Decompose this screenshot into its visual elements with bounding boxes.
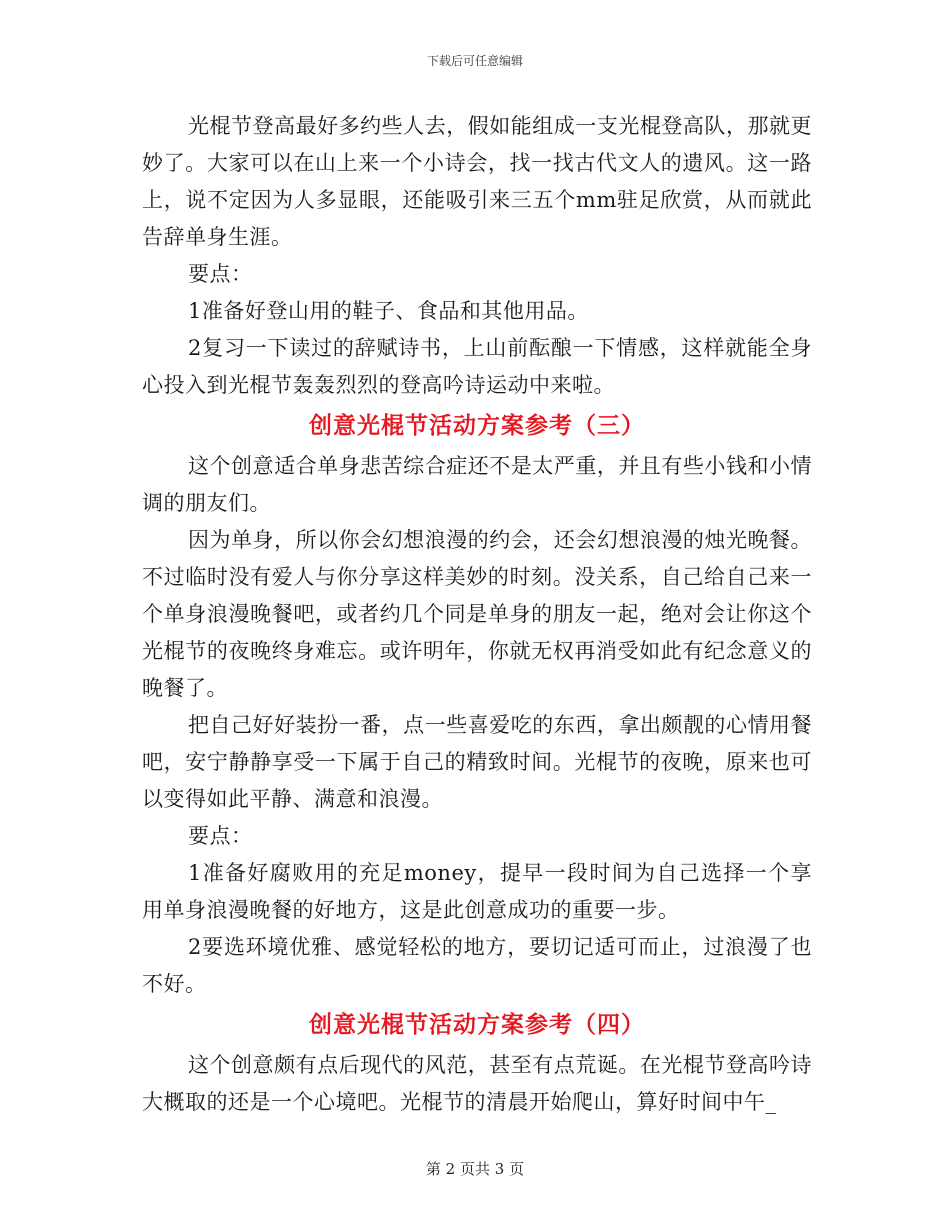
key-point-item: 1准备好腐败用的充足money，提早一段时间为自己选择一个享用单身浪漫晚餐的好地方，这是此创意成功的重要一步。 xyxy=(142,861,812,922)
page-header: 下载后可任意编辑 xyxy=(426,54,523,68)
page-content xyxy=(142,108,812,1121)
section-heading-4: 创意光棍节活动方案参考（四） xyxy=(309,1012,645,1038)
key-points-label: 要点： xyxy=(188,824,253,848)
body-paragraph: 把自己好好装扮一番，点一些喜爱吃的东西，拿出颇靓的心情用餐吧，安宁静静享受一下属于自己的精致时间。光棍节的夜晚，原来也可以变得如此平静、满意和浪漫。 xyxy=(142,713,812,811)
key-point-item: 2要选环境优雅、感觉轻松的地方，要切记适可而止，过浪漫了也不好。 xyxy=(142,935,812,996)
page-footer: 第 2 页共 3 页 xyxy=(425,1160,525,1178)
body-paragraph: 这个创意适合单身悲苦综合症还不是太严重，并且有些小钱和小情调的朋友们。 xyxy=(142,454,812,515)
key-points-label: 要点： xyxy=(188,262,253,286)
body-paragraph: 这个创意颇有点后现代的风范，甚至有点荒诞。在光棍节登高吟诗大概取的还是一个心境吧。光棍节的清晨开始爬山，算好时间中午_ xyxy=(142,1053,812,1114)
body-paragraph: 光棍节登高最好多约些人去，假如能组成一支光棍登高队，那就更妙了。大家可以在山上来一个小诗会，找一找古代文人的遗风。这一路上，说不定因为人多显眼，还能吸引来三五个mm驻足欣赏，从而就此告辞单身生涯。 xyxy=(142,114,812,249)
key-point-item: 1准备好登山用的鞋子、食品和其他用品。 xyxy=(188,299,589,323)
body-paragraph: 因为单身，所以你会幻想浪漫的约会，还会幻想浪漫的烛光晚餐。不过临时没有爱人与你分享这样美妙的时刻。没关系，自己给自己来一个单身浪漫晚餐吧，或者约几个同是单身的朋友一起，绝对会让你这个光棍节的夜晚终身难忘。或许明年，你就无权再消受如此有纪念意义的晚餐了。 xyxy=(142,528,812,700)
key-point-item: 2复习一下读过的辞赋诗书，上山前酝酿一下情感，这样就能全身心投入到光棍节轰轰烈烈的登高吟诗运动中来啦。 xyxy=(142,336,812,397)
section-heading-3: 创意光棍节活动方案参考（三） xyxy=(309,413,645,439)
